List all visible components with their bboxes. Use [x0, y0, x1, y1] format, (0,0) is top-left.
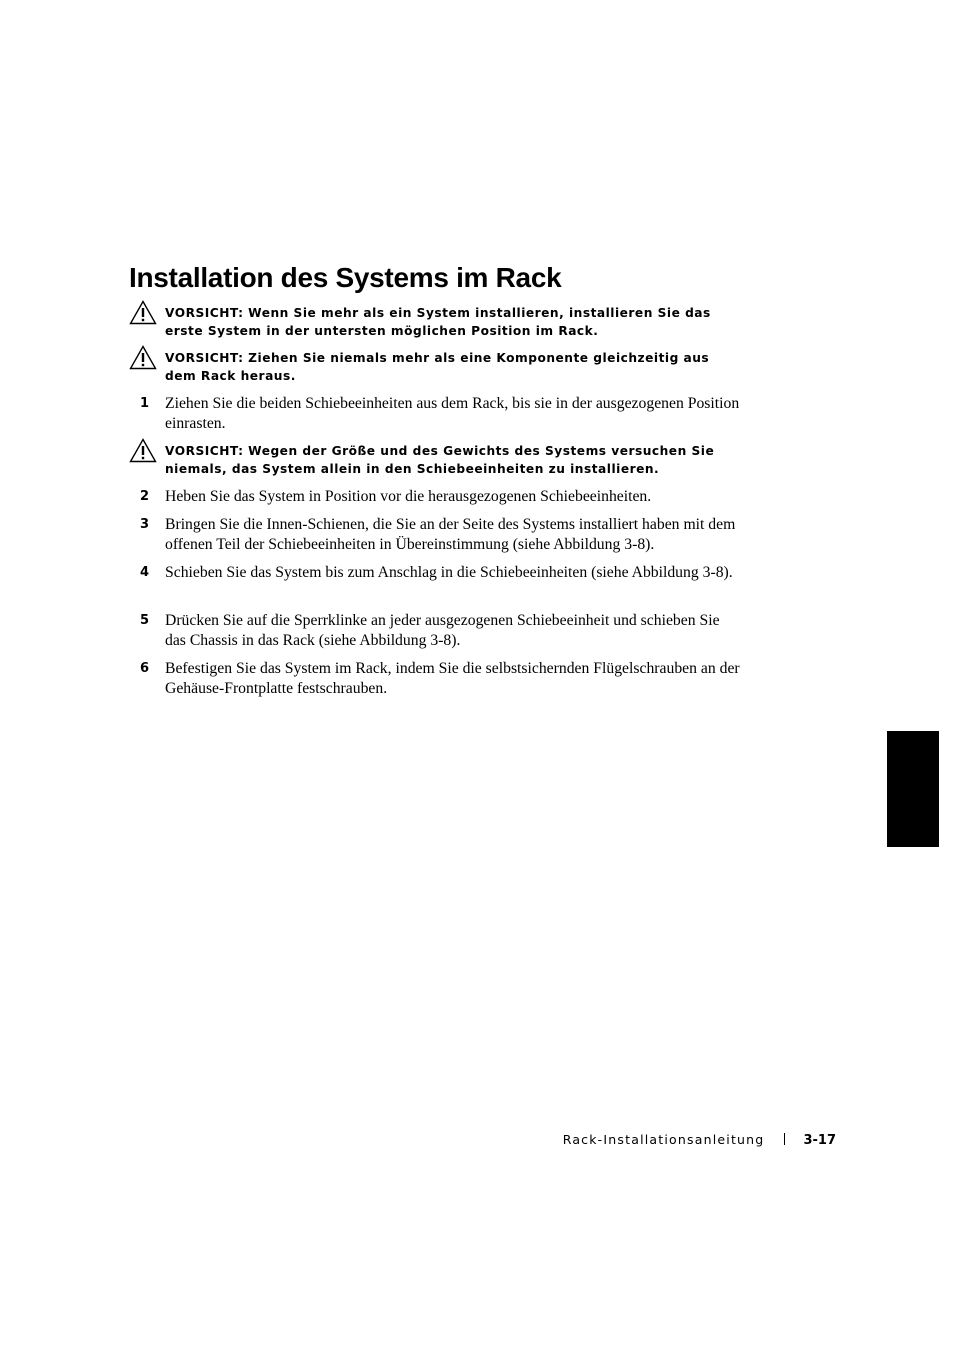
caution-note: [129, 349, 739, 385]
caution-text: VORSICHT: Wenn Sie mehr als ein System installieren, installieren Sie das erste System in der untersten möglichen Position im Rack.: [165, 306, 711, 338]
step-text: Heben Sie das System in Position vor die herausgezogenen Schiebeeinheiten.: [165, 488, 652, 505]
step-number: 5: [140, 613, 150, 628]
caution-note: [129, 442, 739, 478]
step-text: Drücken Sie auf die Sperrklinke an jeder ausgezogenen Schiebeeinheit und schieben Sie das Chassis in das Rack (siehe Abbildung 3-8).: [165, 612, 720, 649]
list-item: [140, 611, 740, 651]
list-item: [140, 659, 740, 699]
warning-triangle-icon: [129, 300, 157, 325]
step-text: Bringen Sie die Innen-Schienen, die Sie an der Seite des Systems installiert haben mit dem offenen Teil der Schiebeeinheiten in Übereinstimmung (siehe Abbildung 3-8).: [165, 516, 736, 553]
footer-separator: [784, 1133, 785, 1145]
list-item: [140, 515, 740, 555]
warning-triangle-icon: [129, 438, 157, 463]
step-text: Ziehen Sie die beiden Schiebeeinheiten aus dem Rack, bis sie in der ausgezogenen Position einrasten.: [165, 395, 740, 432]
step-number: 3: [140, 517, 150, 532]
step-text: Schieben Sie das System bis zum Anschlag in die Schiebeeinheiten (siehe Abbildung 3-8).: [165, 564, 733, 581]
list-item: [140, 394, 740, 434]
footer-title: Rack-Installationsanleitung: [562, 1132, 765, 1147]
caution-text: VORSICHT: Wegen der Größe und des Gewichts des Systems versuchen Sie niemals, das System allein in den Schiebeeinheiten zu installieren.: [165, 444, 715, 476]
step-number: 2: [140, 489, 150, 504]
step-number: 4: [140, 565, 150, 580]
page-title: Installation des Systems im Rack: [129, 262, 562, 293]
page-number: 3-17: [803, 1133, 836, 1148]
step-text: Befestigen Sie das System im Rack, indem Sie die selbstsichernden Flügelschrauben an der Gehäuse-Frontplatte festschrauben.: [165, 660, 740, 697]
caution-note: [129, 304, 739, 340]
page-footer: [563, 1130, 836, 1150]
step-number: 1: [140, 396, 150, 411]
chapter-tab: [887, 731, 939, 847]
list-item: [140, 563, 740, 583]
caution-text: VORSICHT: Ziehen Sie niemals mehr als eine Komponente gleichzeitig aus dem Rack heraus.: [165, 351, 710, 383]
list-item: [140, 487, 740, 507]
step-number: 6: [140, 661, 150, 676]
warning-triangle-icon: [129, 345, 157, 370]
